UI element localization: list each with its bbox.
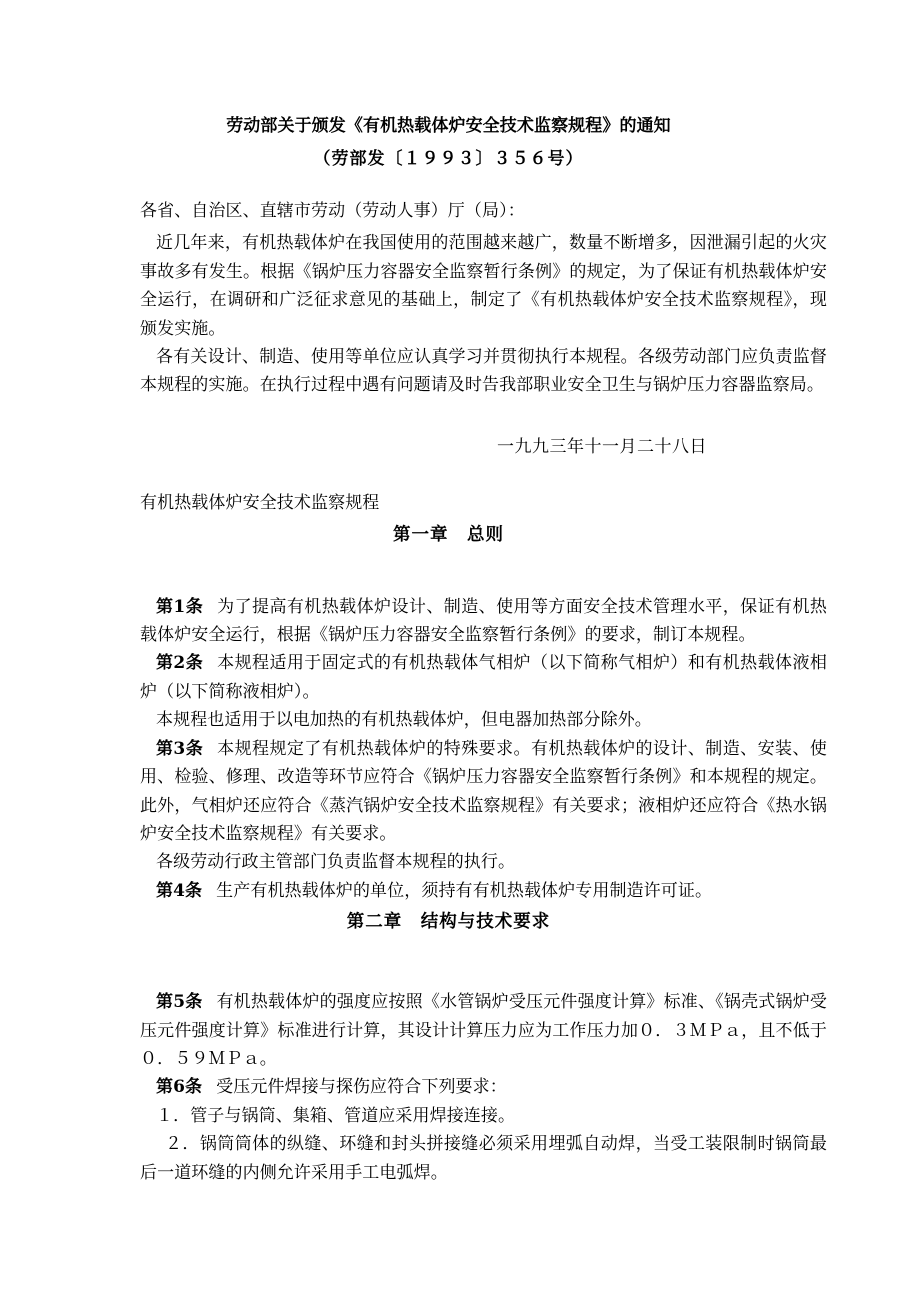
chapter-1-heading: 第一章 总则 (393, 524, 504, 545)
article-5-number: 第5条 (156, 992, 203, 1013)
article-3 (140, 735, 827, 849)
article-6-number: 第6条 (156, 1077, 203, 1098)
article-1 (140, 593, 827, 650)
article-2-number: 第2条 (156, 653, 204, 674)
article-6-item-1 (140, 1102, 827, 1130)
article-5 (140, 988, 827, 1073)
article-1-number: 第1条 (156, 596, 204, 617)
article-2-supplement-text: 本规程也适用于以电加热的有机热载体炉，但电器加热部分除外。 (156, 710, 652, 731)
notice-paragraph: 近几年来，有机热载体炉在我国使用的范围越来越广，数量不断增多，因泄漏引起的火灾事故多有发生。根据《锅炉压力容器安全监察暂行条例》的规定，为了保证有机热载体炉安全运行，在调研和广泛征求意见的基础上，制定了《有机热载体炉安全技术监察规程》，现颁发实施。 (140, 233, 827, 339)
article-2 (140, 649, 827, 706)
notice-date: 一九九三年十一月二十八日 (497, 436, 707, 457)
chapter-2-heading: 第二章 结构与技术要求 (346, 912, 551, 933)
article-6-text: 受压元件焊接与探伤应符合下列要求： (216, 1077, 507, 1098)
article-4-text: 生产有机热载体炉的单位，须持有有机热载体炉专用制造许可证。 (216, 880, 713, 901)
article-2-supplement (140, 706, 827, 734)
article-1-text: 为了提高有机热载体炉设计、制造、使用等方面安全技术管理水平，保证有机热载体炉安全运行，根据《锅炉压力容器安全监察暂行条例》的要求，制订本规程。 (140, 596, 827, 646)
article-6-item-2 (140, 1130, 827, 1187)
notice-doc-number: （劳部发〔１９９３〕３５６号） (313, 149, 584, 169)
regulation-title: 有机热载体炉安全技术监察规程 (140, 493, 380, 514)
notice-paragraph: 各有关设计、制造、使用等单位应认真学习并贯彻执行本规程。各级劳动部门应负责监督本规程的实施。在执行过程中遇有问题请及时告我部职业安全卫生与锅炉压力容器监察局。 (140, 347, 827, 396)
article-4-number: 第4条 (156, 880, 203, 901)
article-6-item-2-text: ２．锅筒筒体的纵缝、环缝和封头拼接缝必须采用埋弧自动焊，当受工装限制时锅筒最后一道环缝的内侧允许采用手工电弧焊。 (140, 1134, 827, 1183)
article-5-text: 有机热载体炉的强度应按照《水管锅炉受压元件强度计算》标准、《锅壳式锅炉受压元件强度计算》标准进行计算，其设计计算压力应为工作压力加０．３ＭＰａ，且不低于０．５９ＭＰａ。 (140, 992, 827, 1069)
article-3-supplement-text: 各级劳动行政主管部门负责监督本规程的执行。 (156, 852, 516, 873)
article-2-text: 本规程适用于固定式的有机热载体气相炉（以下简称气相炉）和有机热载体液相炉（以下简称液相炉）。 (140, 653, 827, 702)
article-3-supplement (140, 848, 827, 876)
article-4 (140, 877, 827, 905)
article-6 (140, 1073, 827, 1101)
notice-salutation: 各省、自治区、直辖市劳动（劳动人事）厅（局）： (140, 201, 525, 221)
article-3-text: 本规程规定了有机热载体炉的特殊要求。有机热载体炉的设计、制造、安装、使用、检验、修理、改造等环节应符合《锅炉压力容器安全监察暂行条例》和本规程的规定。此外，气相炉还应符合《蒸汽锅炉安全技术监察规程》有关要求；液相炉还应符合《热水锅炉安全技术监察规程》有关要求。 (140, 738, 827, 844)
article-6-item-1-text: １．管子与锅筒、集箱、管道应采用焊接连接。 (156, 1105, 516, 1126)
article-3-number: 第3条 (156, 738, 204, 759)
notice-title: 劳动部关于颁发《有机热载体炉安全技术监察规程》的通知 (226, 116, 671, 136)
